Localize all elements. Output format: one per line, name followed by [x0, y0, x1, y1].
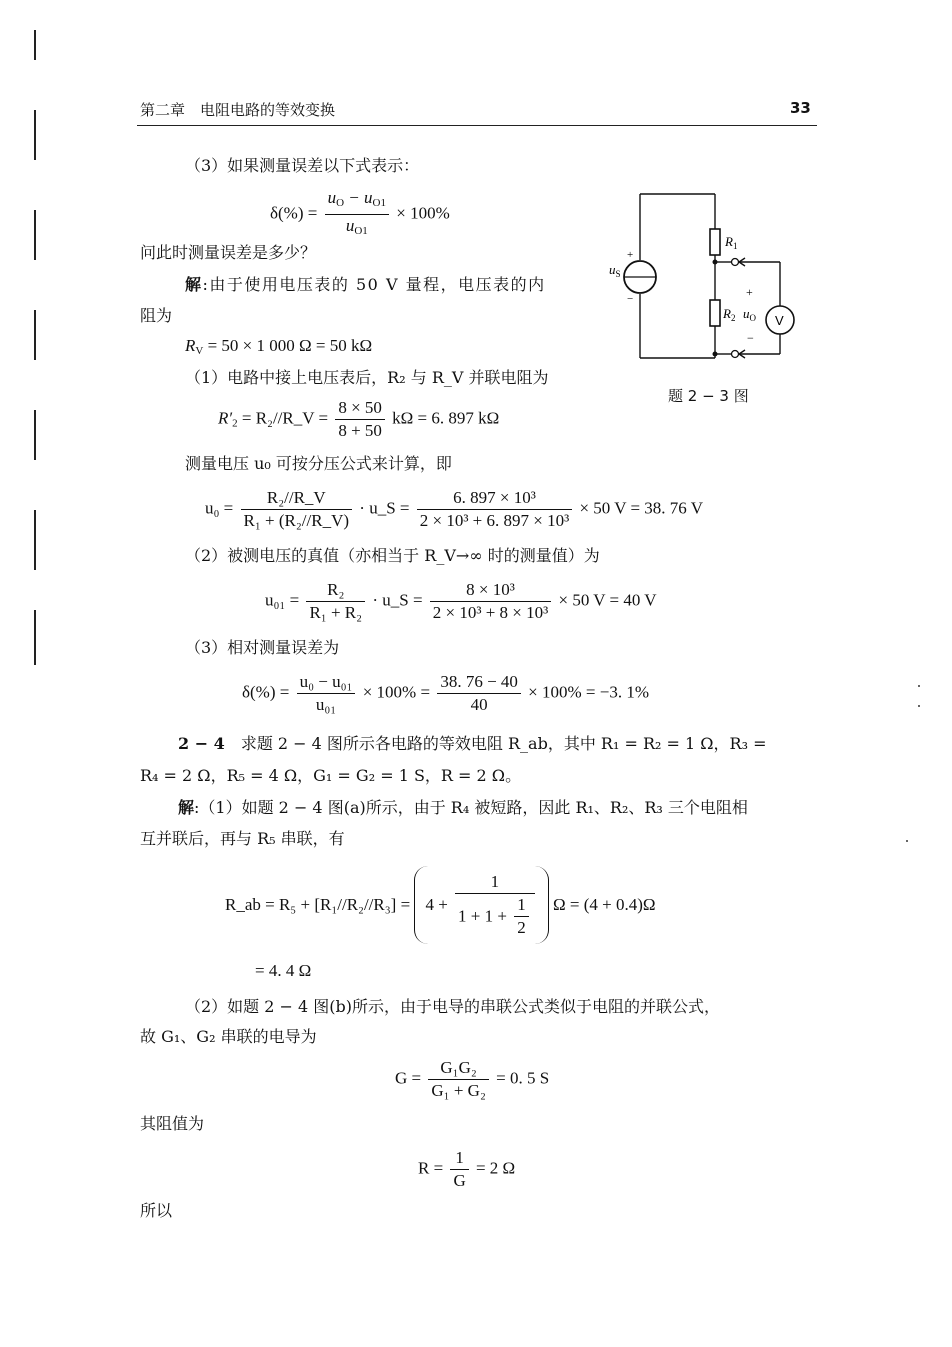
- solution-line2: 阻为: [140, 306, 173, 325]
- s2-line2: 故 G₁、G₂ 串联的电导为: [140, 1027, 317, 1046]
- q24-line2: R₄ = 2 Ω，R₅ = 4 Ω，G₁ = G₂ = 1 S，R = 2 Ω。: [140, 766, 522, 785]
- formula-right: × 100%: [396, 203, 450, 223]
- rab-formula: R_ab = R₅ + [R₁//R₂//R₃] = 4 + 1 1 + 1 + $\frac{1}{2}$ Ω = (4 + 0.4)Ω: [225, 866, 655, 956]
- p1-measure: 测量电压 u₀ 可按分压公式来计算，即: [185, 454, 452, 473]
- fraction: $\frac{1}{2}$: [514, 895, 529, 938]
- fraction: 1 1 + 1 + $\frac{1}{2}$: [455, 872, 535, 938]
- u01-formula: u₀₁ = $\frac{\text{R₂}}{\text{R₁ + R₂}}$ · u_S = $\frac{\text{8 × 10³}}{\text{2 × 10³ + 8 × 10³}}$ × 50 V = 40 V: [265, 580, 657, 622]
- label-minus-out: −: [747, 331, 754, 345]
- scan-speck: [918, 685, 920, 687]
- g-formula: G = $\frac{\text{G₁G₂}}{\text{G₁ + G₂}}$ = 0. 5 S: [395, 1058, 550, 1100]
- margin-mark: [34, 510, 36, 570]
- fraction: $\frac{\text{8 × 10³}}{\text{2 × 10³ + 8 × 10³}}$: [430, 580, 551, 623]
- r-formula: R = $\frac{1}{G}$ = 2 Ω: [418, 1148, 516, 1190]
- formula-left: δ(%) =: [270, 203, 318, 223]
- scan-speck: [906, 840, 908, 842]
- fraction: $\frac{\text{u₀ − u₀₁}}{\text{u₀₁}}$: [297, 672, 356, 715]
- margin-mark: [34, 210, 36, 260]
- q3-formula: [270, 188, 450, 241]
- margin-mark: [34, 410, 36, 460]
- q3-intro: （3）如果测量误差以下式表示：: [185, 156, 420, 175]
- label-r2: $R_2$: [723, 306, 736, 323]
- page-number: 33: [790, 99, 811, 117]
- s1-line2: 互并联后，再与 R₅ 串联，有: [140, 829, 345, 848]
- label-plus-out: +: [746, 285, 753, 299]
- scan-speck: [918, 705, 920, 707]
- large-paren: 4 + 1 1 + 1 + $\frac{1}{2}$: [414, 866, 548, 944]
- circuit-diagram: [609, 182, 805, 372]
- figure-caption: 题 2 − 3 图: [668, 387, 749, 405]
- p1-text: （1）电路中接上电压表后，R₂ 与 R_V 并联电阻为: [185, 368, 549, 387]
- solution-line1: 解:由于使用电压表的 50 V 量程，电压表的内: [185, 275, 546, 294]
- junction-icon: [713, 260, 718, 265]
- p2-text: （2）被测电压的真值（亦相当于 R_V→∞ 时的测量值）为: [185, 546, 600, 565]
- s1-line1: 解:（1）如题 2 − 4 图(a)所示，由于 R₄ 被短路，因此 R₁、R₂、R₃ 三个电阻相: [178, 798, 748, 817]
- q24-line1: 2 − 4 求题 2 − 4 图所示各电路的等效电阻 R_ab，其中 R₁ = R₂ = 1 Ω，R₃ =: [178, 734, 767, 753]
- p3-text: （3）相对测量误差为: [185, 638, 340, 657]
- error-formula: δ(%) = $\frac{\text{u₀ − u₀₁}}{\text{u₀₁}}$ × 100% = $\frac{38. 76 - 40}{40}$ × 100% = −3. 1%: [242, 672, 649, 714]
- fraction: $\frac{8 \times 50}{8 + 50}$: [335, 398, 385, 441]
- fraction: $\frac{u_O - u_{O1}}{u_{O1}}$: [325, 188, 389, 241]
- label-us: $u_S$: [609, 262, 621, 279]
- voltmeter-label: V: [775, 313, 784, 328]
- fraction: $\frac{38. 76 - 40}{40}$: [437, 672, 521, 715]
- label-plus-src: +: [627, 249, 634, 261]
- fraction: $\frac{\text{G₁G₂}}{\text{G₁ + G₂}}$: [428, 1058, 489, 1101]
- solution-label: 解: [178, 798, 195, 817]
- label-uo: $u_O$: [743, 306, 756, 323]
- s2-line1: （2）如题 2 − 4 图(b)所示，由于电导的串联公式类似于电阻的并联公式，: [185, 997, 721, 1016]
- label-minus-src: −: [627, 293, 634, 305]
- margin-mark: [34, 30, 36, 60]
- fraction: $\frac{\text{6. 897 × 10³}}{\text{2 × 10³ + 6. 897 × 10³}}$: [417, 488, 572, 531]
- q3-question: 问此时测量误差是多少？: [140, 243, 317, 262]
- header-rule: [137, 125, 817, 126]
- rv-line: $R_V = 50 \times 1$ 000 Ω = 50 kΩ: [185, 336, 373, 357]
- terminal-icon: [732, 259, 739, 266]
- terminal-icon: [732, 351, 739, 358]
- p1-formula: $R'_2$ = R₂//R_V = $\frac{8 \times 50}{8 + 50}$ kΩ = 6. 897 kΩ: [218, 398, 500, 440]
- label-r1: $R_1$: [725, 234, 738, 251]
- resistor-r1-icon: [710, 229, 720, 255]
- junction-icon: [713, 352, 718, 357]
- so-text: 所以: [140, 1201, 173, 1220]
- running-header: 第二章 电阻电路的等效变换: [140, 101, 336, 119]
- fraction: $\frac{1}{G}$: [450, 1148, 468, 1191]
- r-value-text: 其阻值为: [140, 1114, 205, 1133]
- rab-result: = 4. 4 Ω: [255, 961, 312, 980]
- fraction: $\frac{\text{R₂}}{\text{R₁ + R₂}}$: [306, 580, 365, 623]
- margin-mark: [34, 310, 36, 360]
- u0-formula: u₀ = $\frac{\text{R₂//R\_V}}{\text{R₁ + (R₂//R\_V)}}$ · u_S = $\frac{\text{6. 897 × 10³}}{\text{2 × 10³ + 6. 897 × 10³}}$ × 50 V = 38. 76 V: [205, 488, 704, 530]
- resistor-r2-icon: [710, 300, 720, 326]
- question-number: 2 − 4: [178, 734, 225, 753]
- fraction: $\frac{\text{R₂//R\_V}}{\text{R₁ + (R₂//R\_V)}}$: [241, 488, 353, 531]
- solution-label: 解: [185, 275, 203, 294]
- margin-mark: [34, 610, 36, 665]
- margin-mark: [34, 110, 36, 160]
